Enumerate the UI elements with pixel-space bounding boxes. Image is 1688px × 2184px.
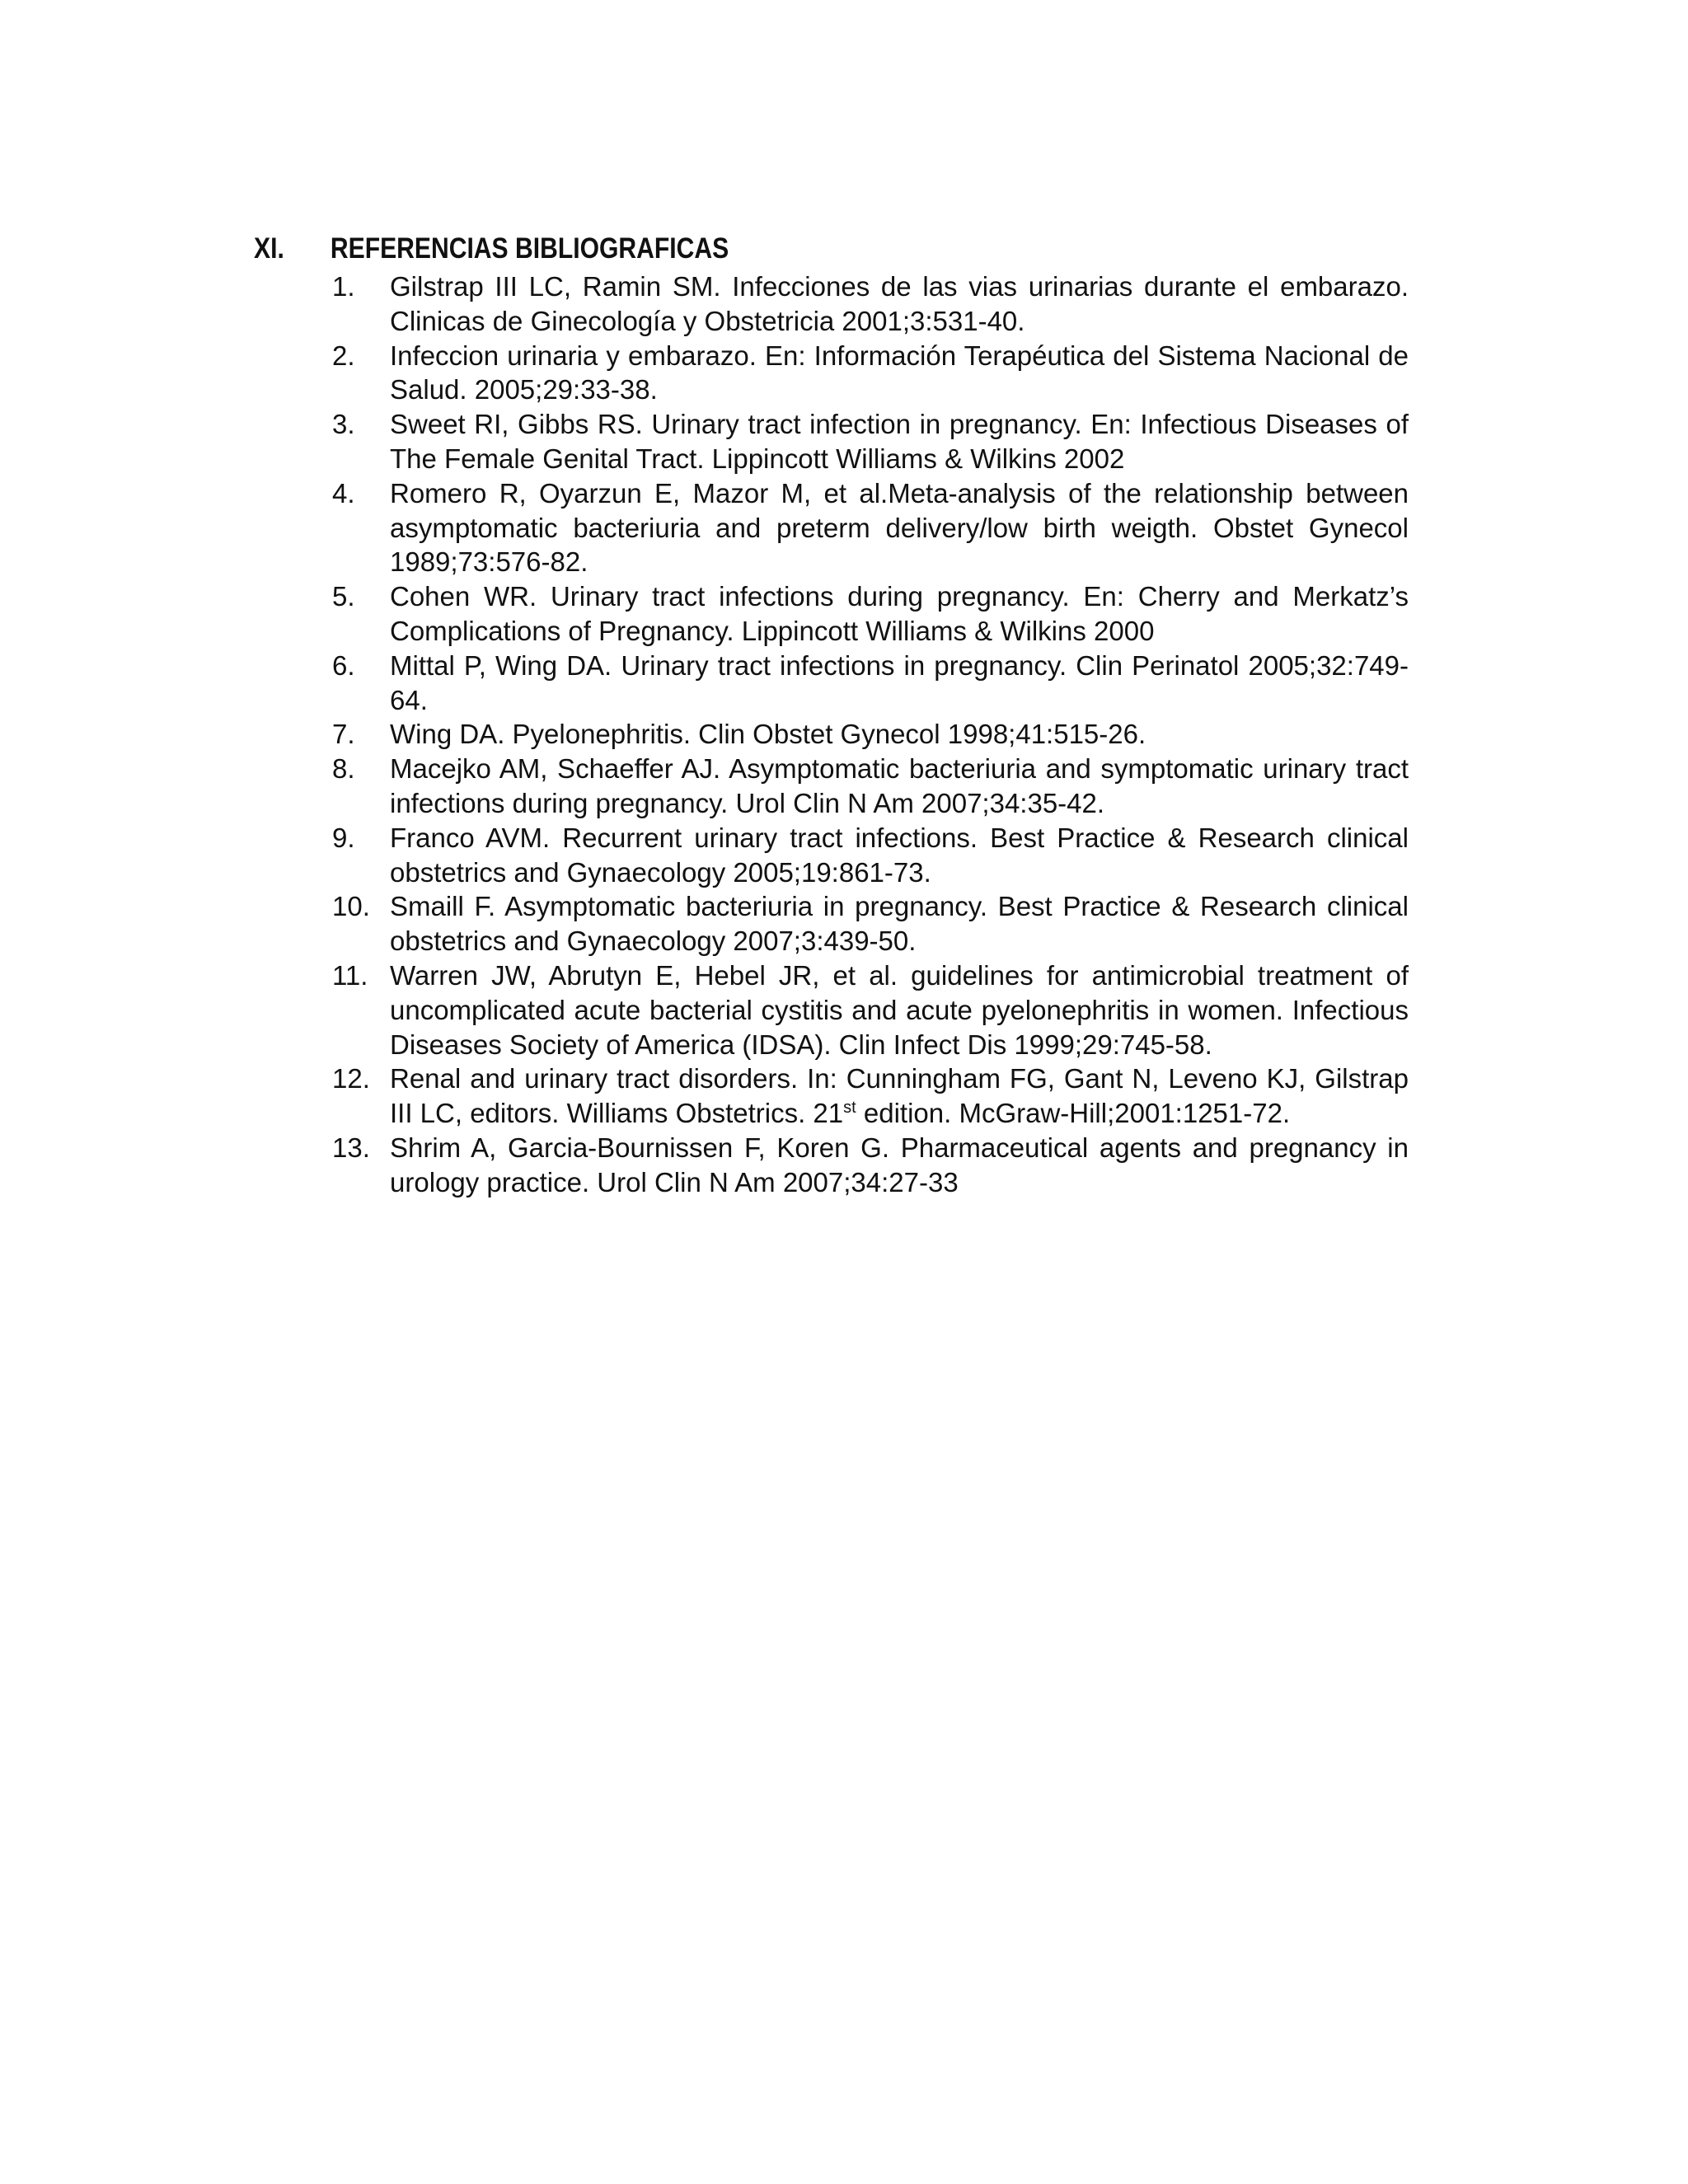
reference-text: Gilstrap III LC, Ramin SM. Infecciones de las vias urinarias durante el embarazo. Clinicas de Ginecología y Obstetricia 2001;3:531-40. <box>390 271 1409 336</box>
reference-number: 8. <box>332 753 355 785</box>
reference-item <box>332 1062 1409 1131</box>
reference-number: 12. <box>332 1063 370 1094</box>
reference-item <box>332 752 1409 821</box>
reference-item <box>332 958 1409 1062</box>
reference-number: 5. <box>332 581 355 612</box>
reference-text-part: Renal and urinary tract disorders. In: Cunningham FG, Gant N, Leveno KJ, Gilstrap III LC, editors. Williams Obstetrics. 21 <box>390 1063 1409 1129</box>
reference-item <box>332 407 1409 476</box>
reference-number: 11. <box>332 959 368 991</box>
reference-text: Wing DA. Pyelonephritis. Clin Obstet Gynecol 1998;41:515-26. <box>390 719 1146 750</box>
reference-text: Infeccion urinaria y embarazo. En: Información Terapéutica del Sistema Nacional de Salud. 2005;29:33-38. <box>390 340 1409 405</box>
reference-text: Shrim A, Garcia-Bournissen F, Koren G. Pharmaceutical agents and pregnancy in urology practice. Urol Clin N Am 2007;34:27-33 <box>390 1132 1409 1197</box>
reference-number: 4. <box>332 477 355 509</box>
reference-item <box>332 821 1409 890</box>
reference-number: 2. <box>332 340 355 371</box>
reference-list <box>332 269 1409 1200</box>
reference-text: Macejko AM, Schaeffer AJ. Asymptomatic bacteriuria and symptomatic urinary tract infections during pregnancy. Urol Clin N Am 2007;34:35-42. <box>390 753 1409 818</box>
reference-text-part: edition. McGraw-Hill;2001:1251-72. <box>856 1098 1291 1129</box>
reference-text: Cohen WR. Urinary tract infections during pregnancy. En: Cherry and Merkatz’s Complications of Pregnancy. Lippincott Williams & Wilkins 2000 <box>390 581 1409 646</box>
reference-item <box>332 889 1409 958</box>
reference-text: Mittal P, Wing DA. Urinary tract infections in pregnancy. Clin Perinatol 2005;32:749-64. <box>390 649 1409 715</box>
reference-text: Smaill F. Asymptomatic bacteriuria in pregnancy. Best Practice & Research clinical obstetrics and Gynaecology 2007;3:439-50. <box>390 891 1409 957</box>
reference-text: Sweet RI, Gibbs RS. Urinary tract infection in pregnancy. En: Infectious Diseases of The Female Genital Tract. Lippincott Williams & Wilkins 2002 <box>390 409 1409 474</box>
section-number: XI. <box>254 232 284 265</box>
reference-text: Franco AVM. Recurrent urinary tract infections. Best Practice & Research clinical obstetrics and Gynaecology 2005;19:861-73. <box>390 822 1409 888</box>
reference-text <box>390 1062 1409 1131</box>
reference-item <box>332 717 1409 752</box>
reference-number: 9. <box>332 822 355 853</box>
section-title: REFERENCIAS BIBLIOGRAFICAS <box>330 232 729 265</box>
reference-number: 13. <box>332 1132 370 1163</box>
reference-item <box>332 579 1409 649</box>
reference-number: 6. <box>332 649 355 681</box>
ordinal-superscript: st <box>843 1099 856 1118</box>
reference-item <box>332 1131 1409 1200</box>
reference-number: 1. <box>332 271 355 302</box>
section-heading <box>254 229 1254 269</box>
reference-item <box>332 649 1409 718</box>
reference-text: Romero R, Oyarzun E, Mazor M, et al.Meta-analysis of the relationship between asymptomatic bacteriuria and preterm delivery/low birth weigth. Obstet Gynecol 1989;73:576-82. <box>390 477 1409 578</box>
reference-item <box>332 339 1409 408</box>
reference-number: 7. <box>332 719 355 750</box>
reference-number: 10. <box>332 891 370 922</box>
reference-item <box>332 269 1409 339</box>
reference-item <box>332 476 1409 579</box>
reference-number: 3. <box>332 409 355 440</box>
reference-text: Warren JW, Abrutyn E, Hebel JR, et al. guidelines for antimicrobial treatment of uncomplicated acute bacterial cystitis and acute pyelonephritis in women. Infectious Diseases Society of America (IDSA). Clin Infect Dis 1999;29:745-58. <box>390 959 1409 1060</box>
